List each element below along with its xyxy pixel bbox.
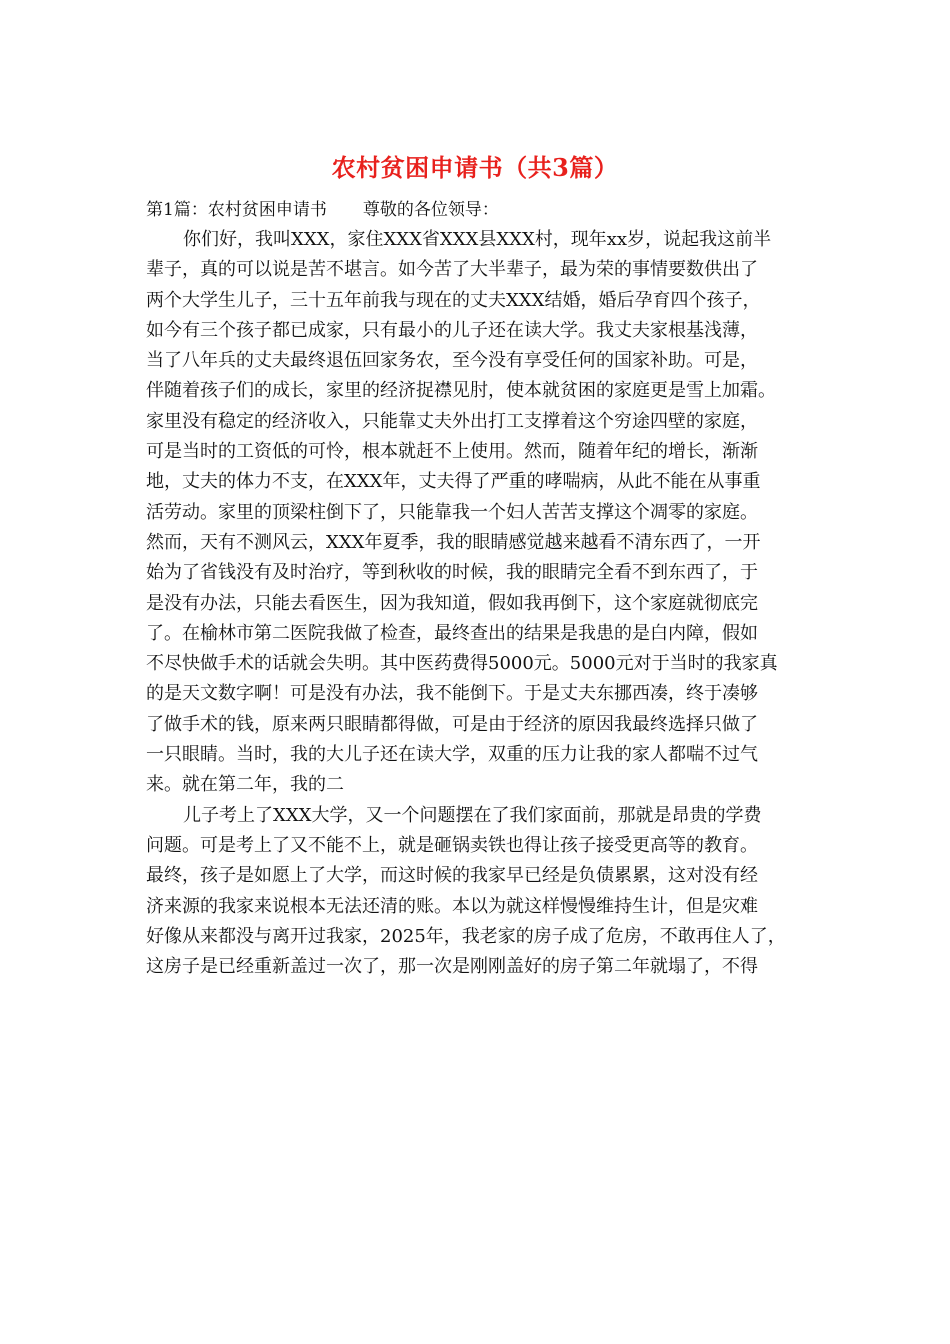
paragraph-line: 始为了省钱没有及时治疗，等到秋收的时候，我的眼睛完全看不到东西了，于 (146, 562, 758, 584)
paragraph-line: 好像从来都没与离开过我家，2025年，我老家的房子成了危房，不敢再住人了， (146, 925, 786, 947)
paragraph-line: 然而，天有不测风云，XXX年夏季，我的眼睛感觉越来越看不清东西了，一开 (146, 531, 761, 553)
paragraph-line: 地，丈夫的体力不支，在XXX年，丈夫得了严重的哮喘病，从此不能在从事重 (146, 471, 761, 493)
paragraph-line: 家里没有稳定的经济收入，只能靠丈夫外出打工支撑着这个穷途四壁的家庭， (146, 410, 758, 432)
paragraph-line: 是没有办法，只能去看医生，因为我知道，假如我再倒下，这个家庭就彻底完 (146, 592, 758, 614)
document-title: 农村贫困申请书（共3篇） (331, 153, 619, 182)
paragraph-line: 一只眼睛。当时，我的大儿子还在读大学，双重的压力让我的家人都喘不过气 (146, 744, 758, 766)
paragraph-line: 济来源的我家来说根本无法还清的账。本以为就这样慢慢维持生计，但是灾难 (146, 895, 758, 917)
paragraph-line: 辈子，真的可以说是苦不堪言。如今苦了大半辈子，最为荣的事情要数供出了 (146, 259, 758, 281)
paragraph-line: 这房子是已经重新盖过一次了，那一次是刚刚盖好的房子第二年就塌了，不得 (146, 956, 758, 978)
paragraph-line: 伴随着孩子们的成长，家里的经济捉襟见肘，使本就贫困的家庭更是雪上加霜。 (146, 380, 776, 402)
paragraph-line: 来。就在第二年，我的二 (146, 774, 344, 796)
paragraph-1 (146, 225, 816, 801)
paragraph-line: 可是当时的工资低的可怜，根本就赶不上使用。然而，随着年纪的增长，渐渐 (146, 441, 758, 463)
paragraph-line: 问题。可是考上了又不能不上，就是砸锅卖铁也得让孩子接受更高等的教育。 (146, 834, 758, 856)
paragraph-line: 儿子考上了XXX大学，又一个问题摆在了我们家面前，那就是昂贵的学费 (183, 804, 762, 826)
salutation: 尊敬的各位领导： (362, 200, 499, 220)
paragraph-line: 了。在榆林市第二医院我做了检查，最终查出的结果是我患的是白内障，假如 (146, 622, 758, 644)
paragraph-line: 两个大学生儿子，三十五年前我与现在的丈夫XXX结婚，婚后孕育四个孩子， (146, 289, 761, 311)
paragraph-line: 活劳动。家里的顶梁柱倒下了，只能靠我一个妇人苦苦支撑这个凋零的家庭。 (146, 501, 758, 523)
document-body (146, 195, 816, 982)
part-label: 第1篇：农村贫困申请书 (146, 200, 327, 220)
paragraph-line: 当了八年兵的丈夫最终退伍回家务农，至今没有享受任何的国家补助。可是， (146, 350, 758, 372)
paragraph-line: 如今有三个孩子都已成家，只有最小的儿子还在读大学。我丈夫家根基浅薄， (146, 319, 758, 341)
section-heading (146, 195, 816, 225)
paragraph-line: 的是天文数字啊！可是没有办法，我不能倒下。于是丈夫东挪西凑，终于凑够 (146, 683, 758, 705)
paragraph-line: 不尽快做手术的话就会失明。其中医药费得5000元。5000元对于当时的我家真 (146, 653, 778, 675)
paragraph-2 (146, 801, 816, 983)
paragraph-line: 了做手术的钱，原来两只眼睛都得做，可是由于经济的原因我最终选择只做了 (146, 713, 758, 735)
paragraph-line: 最终，孩子是如愿上了大学，而这时候的我家早已经是负债累累，这对没有经 (146, 865, 758, 887)
paragraph-line: 你们好，我叫XXX，家住XXX省XXX县XXX村，现年xx岁，说起我这前半 (183, 229, 772, 250)
